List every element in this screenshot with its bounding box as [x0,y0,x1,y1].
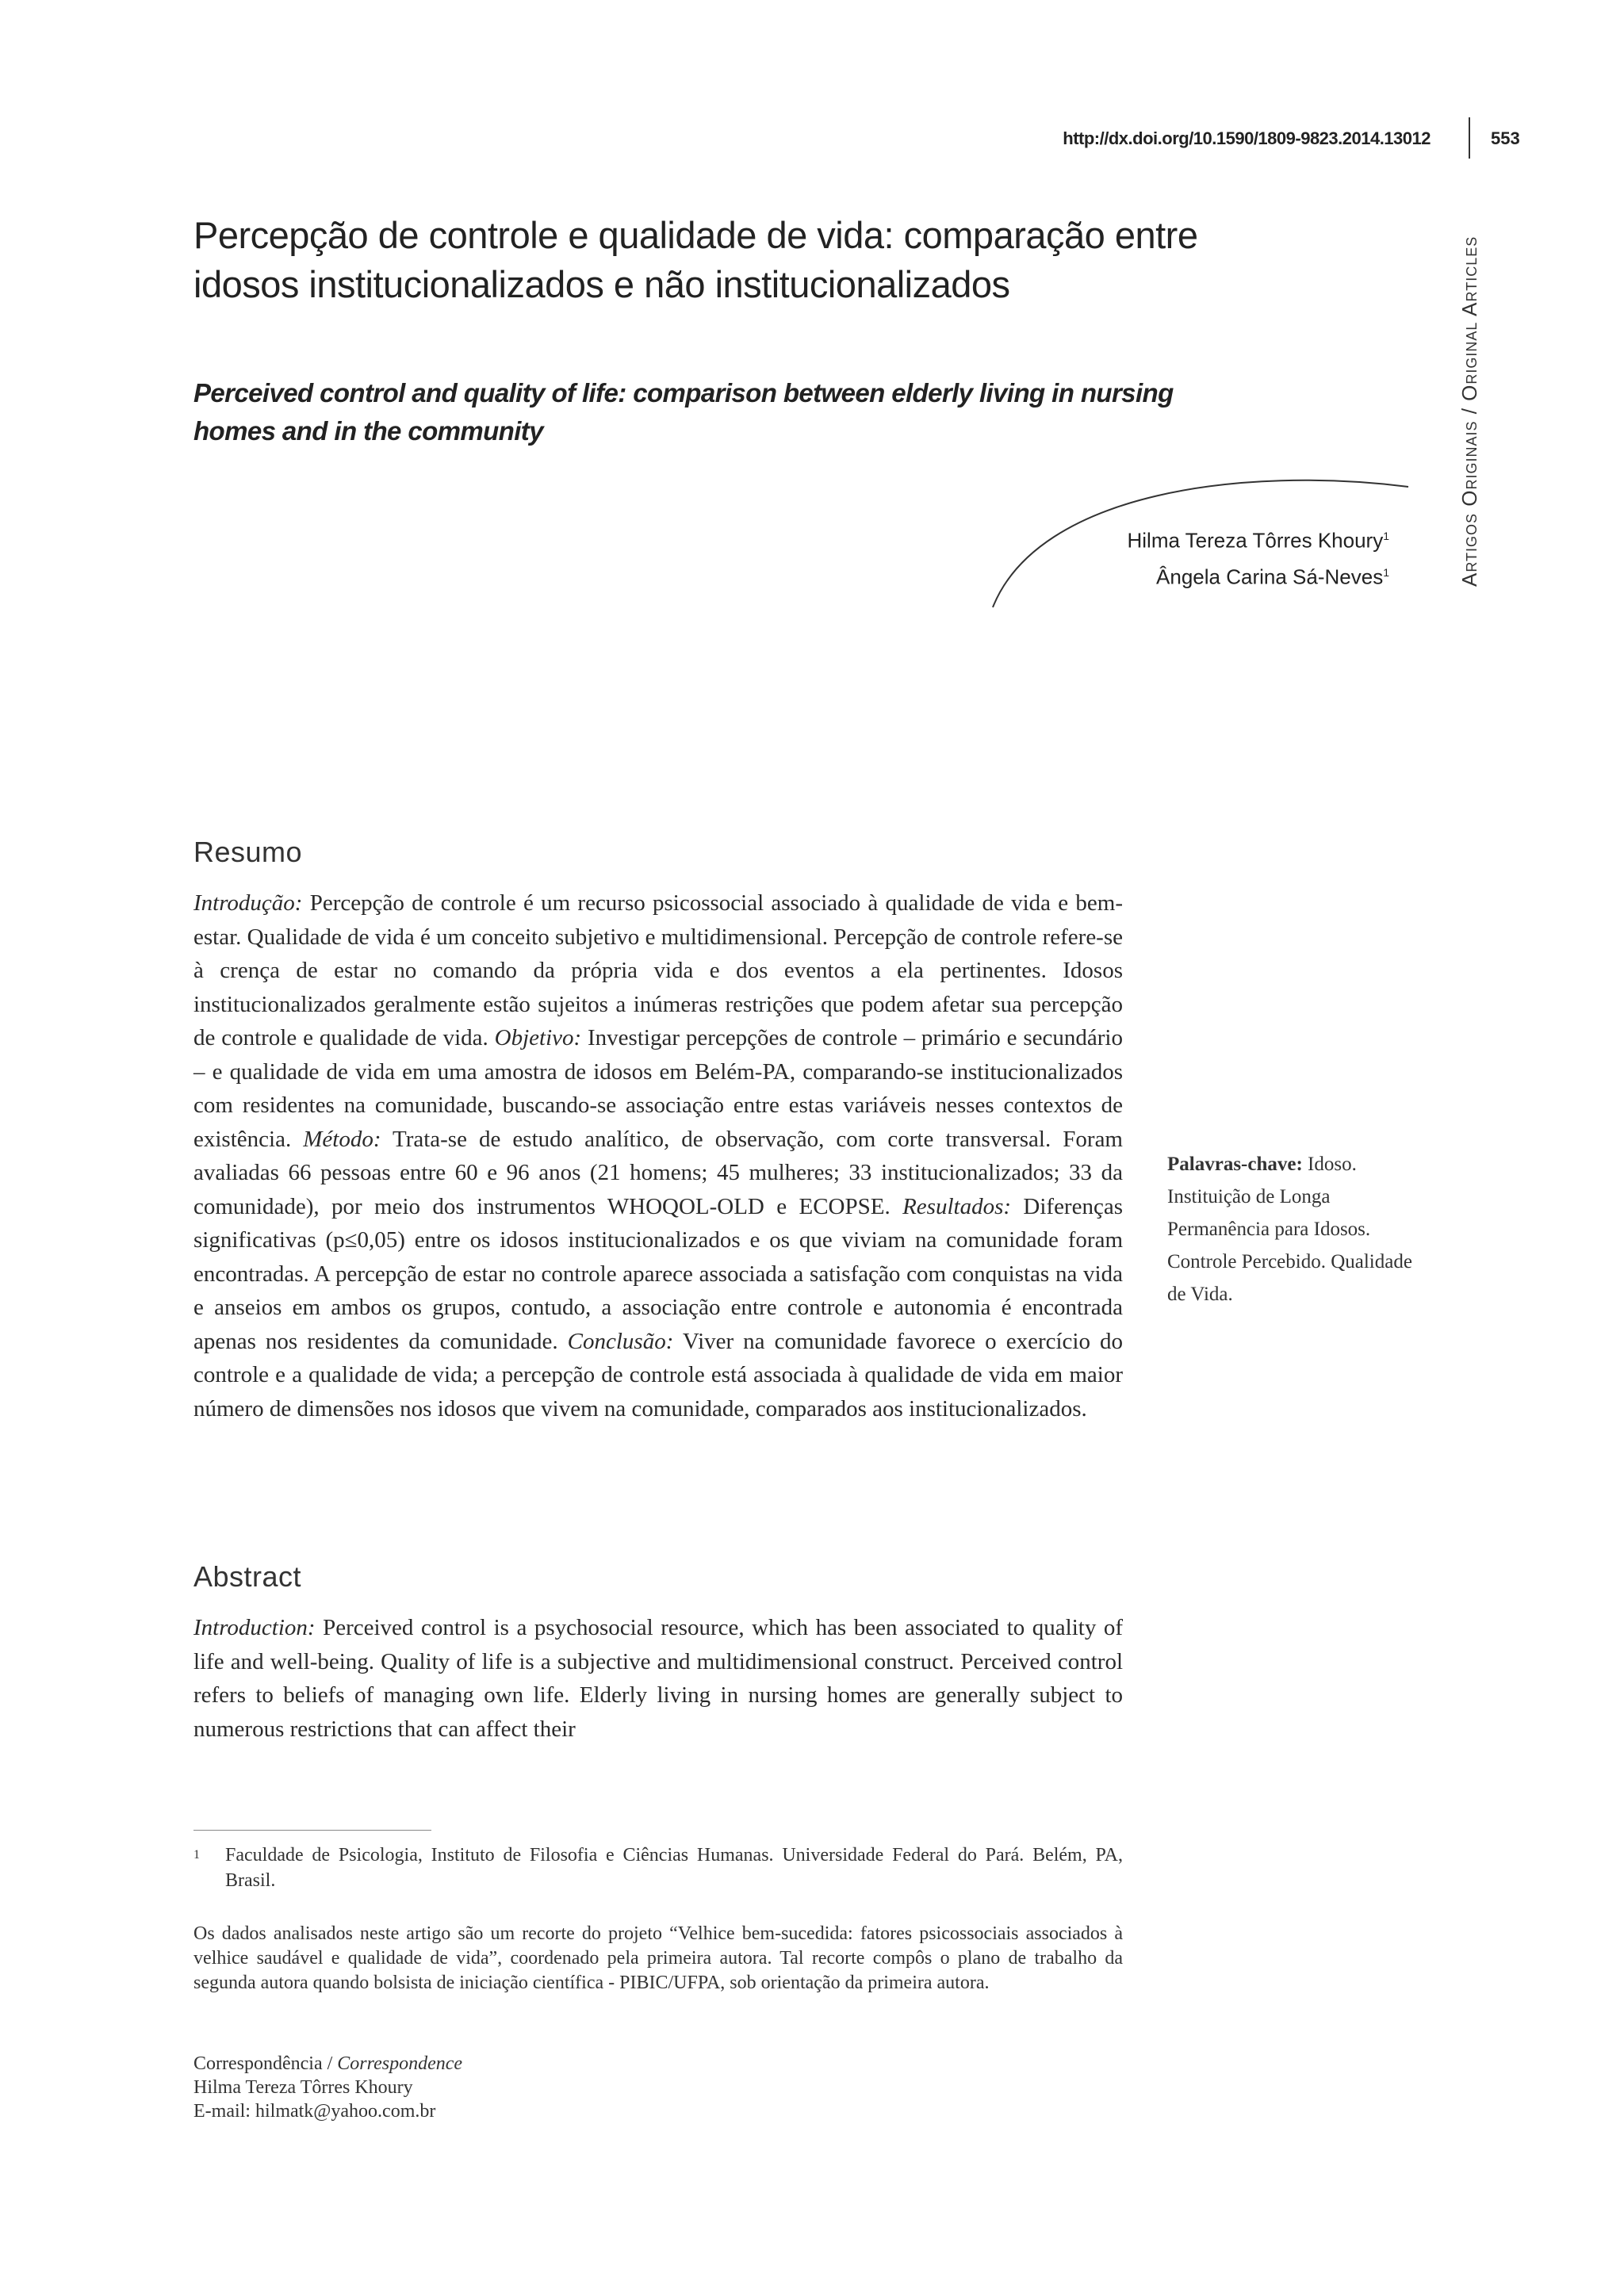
resultados-label: Resultados: [902,1193,1012,1219]
intro-label: Introdução: [193,890,303,916]
affiliation-mark: 1 [1383,565,1389,579]
author-2: Ângela Carina Sá-Neves$^1$ [1156,564,1389,589]
section-label: Artigos Originais / Original Articles [1457,235,1481,587]
correspondence-email[interactable]: E-mail: hilmatk@yahoo.com.br [193,2101,436,2122]
objetivo-label: Objetivo: [494,1025,582,1050]
affiliation-mark: 1 [1383,530,1389,542]
metodo-label: Método: [303,1126,381,1152]
keywords-label: Palavras-chave: [1167,1154,1303,1175]
keywords: Palavras-chave: Idoso. Instituição de Longa Permanência para Idosos. Controle Percebido. Qualidade de Vida. [1167,1154,1412,1305]
header-divider [1469,117,1470,159]
project-note: Os dados analisados neste artigo são um recorte do projeto “Velhice bem-sucedida: fatores psicossociais associados à velhice saudável e qualidade de vida”, coordenado pela primeira autora. Tal recorte compôs o plano de trabalho da segunda autora quando bolsista de iniciação científica - PIBIC/UFPA, sob orientação da primeira autora. [193,1923,1123,1993]
doi-link[interactable]: http://dx.doi.org/10.1590/1809-9823.2014.13012 [1063,128,1431,148]
article-subtitle: Perceived control and quality of life: comparison between elderly living in nursing homes and in the community [193,378,1174,446]
resumo-heading: Resumo [193,836,303,868]
affiliation-footnote: 1 Faculdade de Psicologia, Instituto de Filosofia e Ciências Humanas. Universidade Federal do Pará. Belém, PA, Brasil. [193,1843,1123,1893]
correspondence-label: Correspondência / Correspondence [193,2053,463,2074]
conclusao-label: Conclusão: [567,1328,674,1354]
author-1: Hilma Tereza Tôrres Khoury$^1$ [1127,528,1389,553]
correspondence-name: Hilma Tereza Tôrres Khoury [193,2077,413,2098]
footnote-divider [193,1830,431,1831]
author-list [1031,520,1389,592]
article-title: Percepção de controle e qualidade de vida: comparação entre idosos institucionalizados e não institucionalizados [193,214,1198,305]
introduction-label: Introduction: [193,1615,316,1640]
page-number: 553 [1491,128,1520,148]
abstract-heading: Abstract [193,1560,302,1593]
correspondence [193,2052,462,2123]
footnote-mark: 1 [193,1848,200,1862]
resumo-body: Introdução: Percepção de controle é um recurso psicossocial associado à qualidade de vida e bem-estar. Qualidade de vida é um conceito subjetivo e multidimensional. Percepção de controle refere-se à crença de estar no comando da própria vida e dos eventos a ela pertinentes. Idosos institucionalizados geralmente estão sujeitos a inúmeras restrições que podem afetar sua percepção de controle e qualidade de vida. Objetivo: Investigar percepções de controle – primário e secundário – e qualidade de vida em uma amostra de idosos em Belém-PA, comparando-se institucionalizados com residentes na comunidade, buscando-se associação entre estas variáveis nesses contextos de existência. Método: Trata-se de estudo analítico, de observação, com corte transversal. Foram avaliadas 66 pessoas entre 60 e 96 anos (21 homens; 45 mulheres; 33 institucionalizados; 33 da comunidade), por meio dos instrumentos WHOQOL-OLD e ECOPSE. Resultados: Diferenças significativas (p≤0,05) entre os idosos institucionalizados e os que viviam na comunidade foram encontradas. A percepção de estar no controle aparece associada a satisfação com conquistas na vida e anseios em ambos os grupos, contudo, a associação entre controle e autonomia é encontrada apenas nos residentes da comunidade. Conclusão: Viver na comunidade favorece o exercício do controle e a qualidade de vida; a percepção de controle está associada à qualidade de vida em maior número de dimensões nos idosos que vivem na comunidade, comparados aos institucionalizados. [193,890,1123,1422]
abstract-body: Introduction: Perceived control is a psychosocial resource, which has been associated to quality of life and well-being. Quality of life is a subjective and multidimensional construct. Perceived control refers to beliefs of managing own life. Elderly living in nursing homes are generally subject to numerous restrictions that can affect their [193,1615,1123,1742]
